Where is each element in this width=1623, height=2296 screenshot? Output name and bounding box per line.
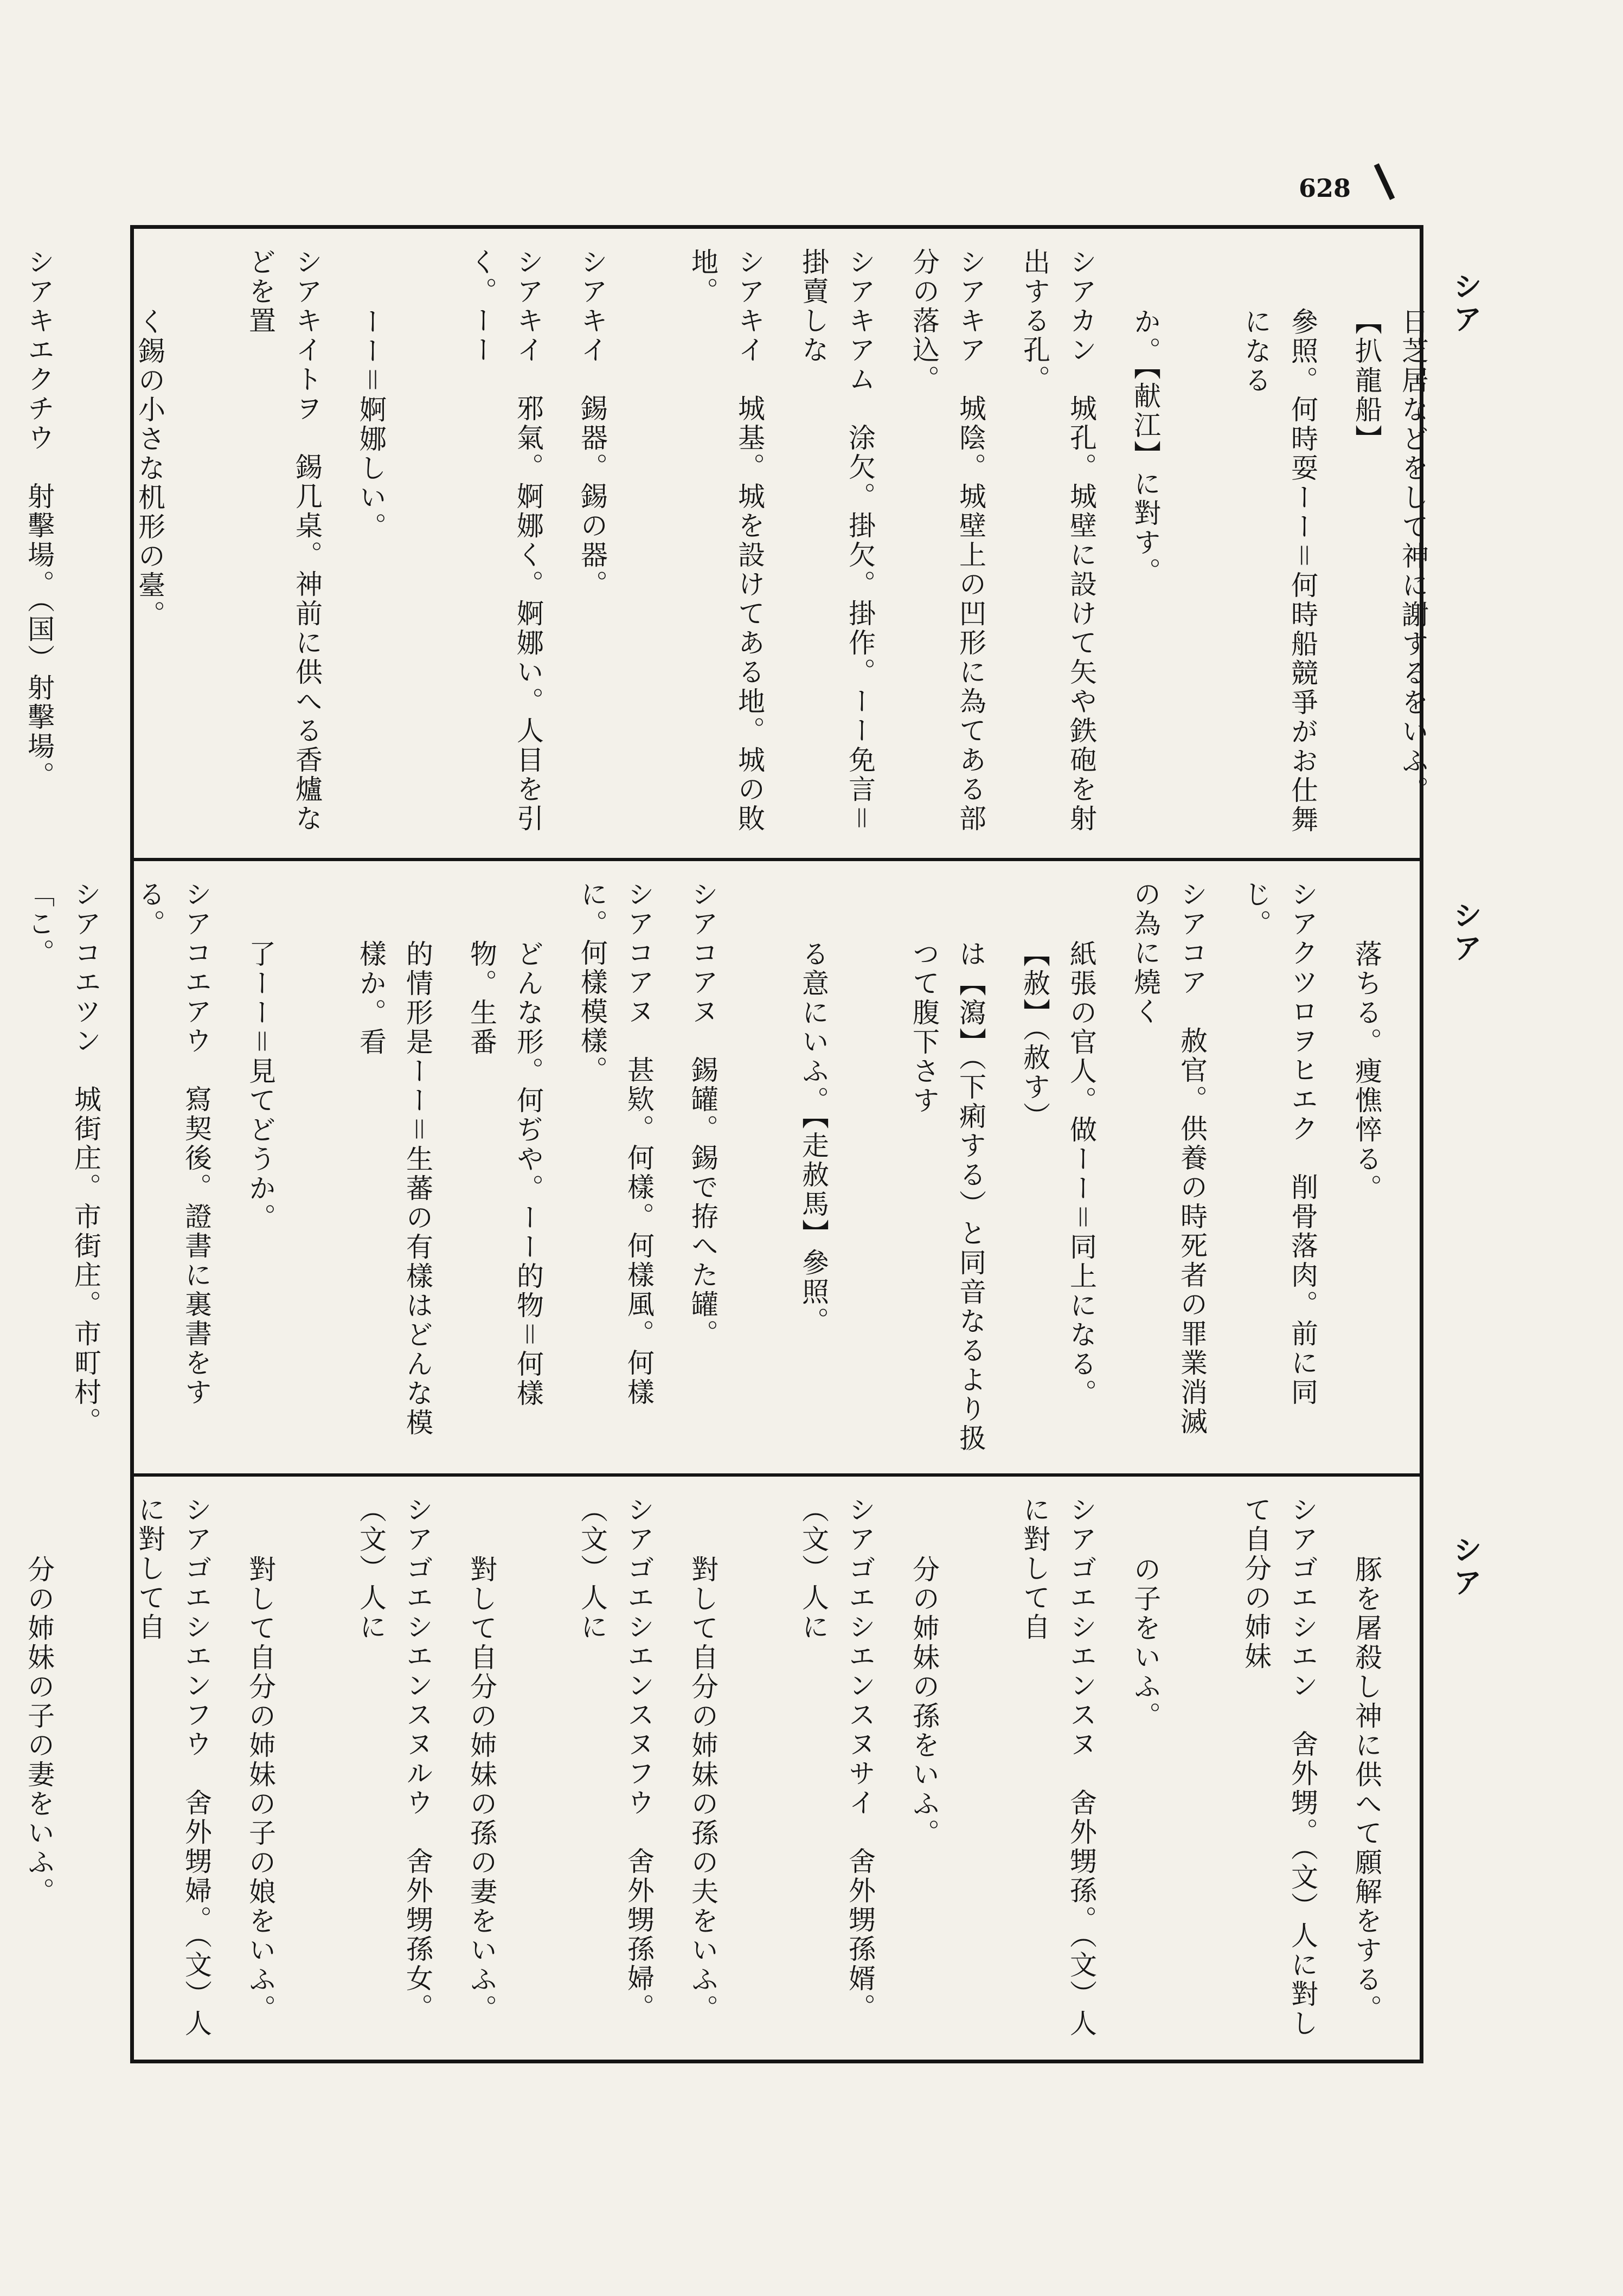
text-column [126,880,212,1454]
text-column [569,880,655,1454]
dictionary-tier-middle [23,858,1420,1473]
entry-text: シアゴエシエンスヌサイ 舍外甥孫婿。（文）人に [798,1496,876,2023]
text-column [348,1496,433,2041]
text-column [1343,248,1429,839]
entry-continuation-text: く錫の小さな机形の臺。 [134,307,165,630]
entry-text: シアコアヌ 錫罐。錫で拵へた罐。 [687,880,719,1349]
entry-text: シアゴエシエン 舍外甥。（文）人に對して自分の姉妹 [1240,1496,1318,2038]
entry-text: シアゴエシエンスヌルウ 舍外甥孫女。（文）人に [355,1496,433,2023]
text-column [790,248,876,839]
text-column [569,248,615,839]
text-column [348,880,433,1454]
text-column [16,880,101,1454]
text-column [679,248,765,839]
entry-continuation-text: どんな形。何ぢや。ーー的物＝何樣物。生番 [466,940,544,1408]
text-column [16,248,62,839]
entry-continuation-text: 參照。何時耍ーー＝何時船競爭がお仕舞になる [1240,307,1318,835]
page-number: 628 [1299,174,1351,203]
section-header-kana: シア [1448,271,1483,336]
text-column [1343,880,1390,1454]
entry-text: シアキアム 涂欠。掛欠。掛作。ーー免言＝掛賣しな [798,248,876,833]
entry-continuation-text: 日芝居などをして神に謝するをいふ。【扒龍船】 [1351,307,1429,805]
column-group [23,248,1429,839]
text-column [1011,1496,1097,2041]
text-column [348,248,394,839]
entry-text: シアコア 赦官。供養の時死者の罪業消滅の為に燒く [1130,880,1208,1436]
dictionary-tier-lower [23,1473,1420,2060]
text-column [458,1496,505,2041]
dictionary-tier-upper [23,229,1429,858]
text-column [1122,1496,1169,2041]
entry-continuation-text: ーー＝婀娜しい。 [355,307,387,542]
entry-text: シアキエクチウ 射擊場。（国）射擊場。 [23,248,55,791]
text-column [1233,880,1318,1454]
text-column [16,1496,62,2041]
entry-text: シアゴエシエンスヌ 舍外甥孫。（文）人に對して自 [1019,1496,1097,2038]
entry-continuation-text: 的情形是ーー＝生蕃の有樣はどんな模樣か。看 [355,940,433,1438]
text-column [1233,1496,1318,2041]
entry-continuation-text: 分の姉妹の子の妻をいふ。 [23,1555,55,1907]
entry-continuation-text: 對して自分の姉妹の子の娘をいふ。 [245,1555,276,2024]
entry-text: シアゴエシエンフウ 舍外甥婦。（文）人に對して自 [134,1496,212,2038]
entry-text: シアコエツン 城街庄。市街庄。市町村。「こ。 [23,880,101,1436]
text-column [126,248,173,839]
text-column [1011,248,1097,839]
text-column [1343,1496,1390,2041]
text-column [458,248,544,839]
page-number-mark [1374,163,1395,200]
text-column [901,248,986,839]
entry-continuation-text: 了ーー＝見てどうか。 [245,940,276,1233]
entry-continuation-text: 紙張の官人。做ーー＝同上になる。【赦】（赦す） [1019,940,1097,1408]
entry-continuation-text: 對して自分の姉妹の孫の妻をいふ。 [466,1555,497,2024]
text-column [1122,880,1208,1454]
dictionary-frame [23,225,1429,2063]
text-column [237,248,323,839]
entry-continuation-text: 分の姉妹の孫をいふ。 [908,1555,940,1848]
entry-text: シアキイ 錫器。錫の器。 [576,248,608,599]
section-header-kana: シア [1448,900,1483,965]
text-column [237,1496,284,2041]
text-column [1011,880,1097,1454]
entry-text: シアキイトヲ 錫几桌。神前に供へる香爐などを置 [245,248,323,833]
text-column [901,880,986,1454]
entry-text: シアコエアウ 寫契後。證書に裏書をする。 [134,880,212,1407]
text-column [790,880,837,1454]
text-column [679,1496,726,2041]
text-column [569,1496,655,2041]
entry-text: シアゴエシエンスヌフウ 舍外甥孫婦。（文）人に [576,1496,655,2023]
entry-continuation-text: 對して自分の姉妹の孫の夫をいふ。 [687,1555,719,2024]
column-group [23,880,1390,1454]
text-column [458,880,544,1454]
entry-text: シアキイ 城基。城を設けてある地。城の敗地。 [687,248,765,833]
section-header-kana: シア [1448,1535,1483,1600]
entry-text: シアキイ 邪氣。婀娜く。婀娜い。人目を引く。ーー [466,248,544,833]
entry-continuation-text: の子をいふ。 [1130,1555,1161,1731]
text-column [126,1496,212,2041]
entry-continuation-text: る意にいふ。【走赦馬】參照。 [798,940,829,1336]
text-column [1122,248,1169,839]
entry-continuation-text: か。【献江】に對す。 [1130,307,1161,587]
text-column [1233,248,1318,839]
text-column [679,880,726,1454]
entry-text: シアコアヌ 甚欵。何樣。何樣風。何樣に。何樣模樣。 [576,880,655,1407]
text-column [237,880,284,1454]
entry-text: シアカン 城孔。城壁に設けて矢や鉄砲を射出する孔。 [1019,248,1097,833]
entry-continuation-text: 落ちる。痩憔悴る。 [1351,940,1382,1203]
entry-continuation-text: は【瀉】（下痢する）と同音なるより扱つて腹下さす [908,940,986,1453]
text-column [901,1496,947,2041]
entry-text: シアキア 城陰。城壁上の凹形に為てある部分の落込。 [908,248,986,833]
column-group [23,1496,1390,2041]
text-column [790,1496,876,2041]
entry-continuation-text: 豚を屠殺し神に供へて願解をする。 [1351,1555,1382,2024]
entry-text: シアクツロヲヒエク 削骨落肉。前に同じ。 [1240,880,1318,1407]
